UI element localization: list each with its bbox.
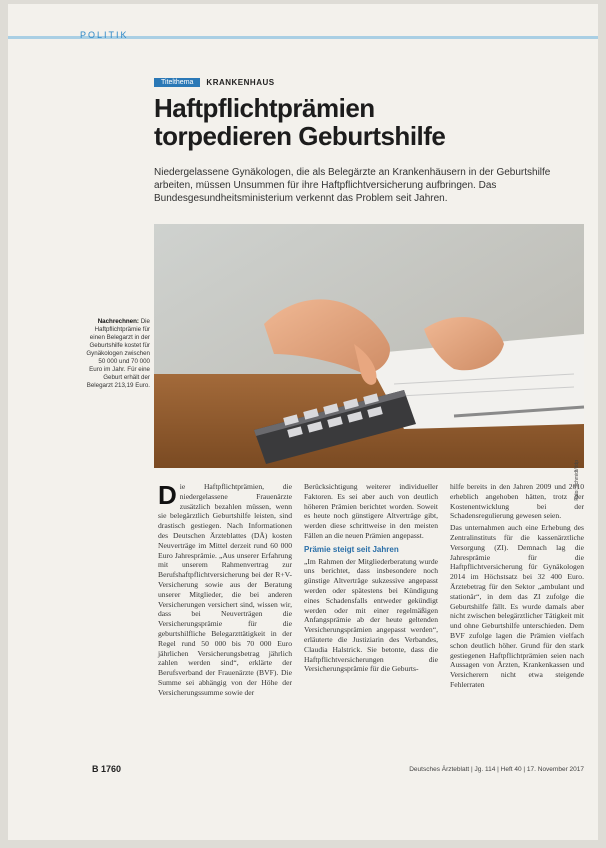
headline-line-1: Haftpflichtprämien — [154, 93, 375, 123]
col3-paragraph-2: Das unternahmen auch eine Erhebung des Zentralinstituts für die kassenärztliche Versorgung (ZI). Demnach lag die Jahresprämie für die Haftpflichtversicherung für Gynäkologen 2014 im Höchstsatz bei 32 400 Euro. Ärztebetrag für den Sektor „ambulant und stationär“, in dem das ZI zufolge die Geburtshilfe fällt. Es wurde damals aber nicht zwischen belegärztlicher Tätigkeit mit und ohne Geburtshilfe unterschieden. Dem BVF zufolge lagen die Prämien vielfach schon deutlich höher. Grund für den stark gestiegenen Haftpflichtprämien seien nach Aussagen von Ärzten, Krankenkassen und Versicherern nicht etwa steigende Fehlerraten — [450, 523, 584, 689]
calculator-hand-image — [154, 224, 584, 501]
page-number: B 1760 — [92, 764, 122, 774]
col2-paragraph-2: „Im Rahmen der Mitgliederberatung wurde uns berichtet, dass insbesondere noch günstige Altverträge sukzessive angepasst werden oder spätestens bei Kündigung eines Schadensfalls entweder gekündigt werden oder mit einer regelmäßigen Anfangsprämie ab der heute geltenden Versicherungsprämien angepasst werden“, erläuterte die Justiziarin des Verbandes, Claudia Halstrick. Sie betonte, dass die Haftpflichtversicherungen die Versicherungsprämie für die Geburts- — [304, 556, 438, 674]
section-label: POLITIK — [80, 30, 129, 40]
column-1 — [158, 482, 292, 754]
subheading: Prämie steigt seit Jahren — [304, 544, 399, 554]
publication-info: Deutsches Ärzteblatt | Jg. 114 | Heft 40 | 17. November 2017 — [409, 766, 584, 773]
kicker: KRANKENHAUS — [206, 78, 275, 87]
article-photo — [154, 224, 584, 501]
topic-tag: Titelthema — [154, 78, 200, 87]
magazine-page — [8, 4, 598, 840]
headline-line-2: torpedieren Geburtshilfe — [154, 121, 446, 151]
column-2 — [304, 482, 438, 754]
page-footer — [92, 764, 584, 778]
caption-title: Nachrechnen: — [97, 318, 139, 325]
col3-paragraph-1: hilfe bereits in den Jahren 2009 und 2010 erheblich angehoben hätten, trotz der Kostenentwicklung bei der Schadensregulierung gewesen seien. — [450, 482, 584, 521]
caption-text: Die Haftpflichtprämie für einen Belegarzt in der Geburtshilfe kostet für Gynäkologen zwischen 50 000 und 70 000 Euro im Jahr. Für eine Geburt erhält der Belegarzt 213,19 Euro. — [86, 318, 150, 389]
photo-credit: Foto: Schmidt/ddp — [574, 460, 580, 501]
col2-paragraph-1: Berücksichtigung weiterer individueller Faktoren. Es sei aber auch von deutlich höheren Prämien berichtet worden. Soweit es heute noch günstigere Altverträge gibt, werden diese schrittweise in den meisten Fällen an die neuen Prämien angepasst. — [304, 482, 438, 540]
column-3 — [450, 482, 584, 754]
article-body — [158, 482, 584, 754]
col1-paragraph-1: Die Haftpflichtprämien, die niedergelassene Frauenärzte zusätzlich bezahlen müssen, wenn sie belegärztlich Geburtshilfe leisten, sind drastisch gestiegen. Nach Informationen des Deutschen Ärzteblattes (DÄ) kosten Neuverträge im Mittel derzeit rund 60 000 Euro Jahresprämie. „Aus unserer Erfahrung mit unserem Rahmenvertrag zur Berufshaftpflichtversicherung bei der R+V-Versicherung sowie aus der Beratung unserer Mitglieder, die bei anderen Versicherungen versichert sind, wissen wir, dass bei Neuverträgen die Versicherungsprämie für die geburtshilfliche Belegarzttätigkeit in der Regel rund 50 000 bis 70 000 Euro jährlichen Versicherungsbetrag jährlich zahlen werden sind“, erklärte der Berufsverband der Frauenärzte (BVF). Die Summe sei abhängig von der Höhe der Versicherungssumme sowie der — [158, 480, 292, 697]
tag-row — [154, 78, 275, 87]
headline — [154, 94, 574, 150]
photo-caption — [86, 318, 150, 390]
lead-paragraph: Niedergelassene Gynäkologen, die als Belegärzte an Krankenhäusern in der Geburtshilfe arbeiten, müssen Unsummen für ihre Haftpflichtversicherung aufbringen. Das Bundesgesundheitsministerium verkennt das Problem seit Jahren. — [154, 167, 551, 204]
dropcap: D — [158, 480, 177, 510]
